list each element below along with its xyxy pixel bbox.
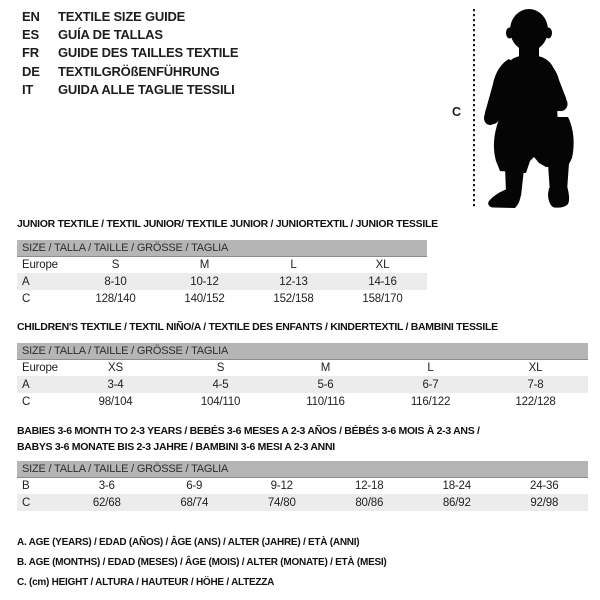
size-cell: 140/152 bbox=[184, 292, 225, 305]
size-cell: 7-8 bbox=[483, 376, 588, 393]
table-row bbox=[17, 359, 588, 376]
size-cell: 74/80 bbox=[238, 494, 326, 511]
language-label: TEXTILE SIZE GUIDE bbox=[58, 8, 186, 24]
size-cell: 5-6 bbox=[273, 376, 378, 393]
table-row bbox=[17, 376, 588, 393]
size-cell: 92/98 bbox=[501, 494, 589, 511]
row-label: C bbox=[22, 292, 31, 305]
row-label: A bbox=[17, 376, 63, 393]
measure-legend bbox=[17, 533, 387, 593]
row-label: Europe bbox=[22, 258, 58, 271]
size-cell: 62/68 bbox=[63, 494, 151, 511]
size-cell: 158/170 bbox=[362, 292, 403, 305]
size-cell: 9-12 bbox=[270, 479, 293, 492]
language-code: IT bbox=[22, 82, 34, 98]
table-row bbox=[17, 393, 588, 410]
size-cell: 14-16 bbox=[338, 273, 427, 290]
size-cell: M bbox=[199, 258, 210, 271]
table-row bbox=[17, 273, 427, 290]
junior-size-table bbox=[17, 240, 427, 307]
children-size-table bbox=[17, 343, 588, 410]
size-cell: 6-7 bbox=[378, 376, 483, 393]
table-row bbox=[17, 477, 588, 494]
table-row bbox=[17, 290, 427, 307]
list-item bbox=[22, 25, 238, 43]
table-header-bar: SIZE / TALLA / TAILLE / GRÖSSE / TAGLIA bbox=[17, 240, 427, 256]
language-code: FR bbox=[22, 45, 39, 61]
language-code: ES bbox=[22, 27, 39, 43]
size-cell: 12-18 bbox=[355, 479, 384, 492]
size-cell: 122/128 bbox=[515, 395, 556, 408]
size-cell: 10-12 bbox=[160, 273, 249, 290]
list-item bbox=[22, 44, 238, 62]
size-cell: 8-10 bbox=[71, 273, 160, 290]
size-cell: 116/122 bbox=[410, 395, 451, 408]
size-cell: 152/158 bbox=[273, 292, 314, 305]
size-cell: 3-6 bbox=[98, 479, 115, 492]
language-title-block bbox=[22, 7, 238, 99]
table-header-row bbox=[17, 343, 588, 359]
babies-size-table bbox=[17, 461, 588, 511]
table-header-bar: SIZE / TALLA / TAILLE / GRÖSSE / TAGLIA bbox=[17, 461, 588, 477]
legend-line-c: C. (cm) HEIGHT / ALTURA / HAUTEUR / HÖHE / ALTEZZA bbox=[17, 577, 275, 588]
babies-table-title-line2: BABYS 3-6 MONATE BIS 2-3 JAHRE / BAMBINI 3-6 MESI A 2-3 ANNI bbox=[17, 441, 335, 453]
language-code: DE bbox=[22, 63, 40, 79]
row-label: Europe bbox=[22, 361, 58, 374]
size-cell: 6-9 bbox=[186, 479, 203, 492]
size-cell: XS bbox=[108, 361, 123, 374]
table-row bbox=[17, 256, 427, 273]
row-label: A bbox=[17, 273, 71, 290]
size-cell: 86/92 bbox=[413, 494, 501, 511]
size-cell: 4-5 bbox=[168, 376, 273, 393]
row-label: C bbox=[22, 395, 31, 408]
babies-table-title-line1: BABIES 3-6 MONTH TO 2-3 YEARS / BEBÉS 3-6 MESES A 2-3 AÑOS / BÉBÉS 3-6 MOIS À 2-3 ANS / bbox=[17, 425, 480, 437]
size-cell: 128/140 bbox=[95, 292, 136, 305]
height-measure-label: C bbox=[452, 105, 462, 119]
size-cell: 98/104 bbox=[98, 395, 133, 408]
table-header-row bbox=[17, 461, 588, 477]
baby-silhouette bbox=[484, 9, 574, 208]
babies-table-title bbox=[17, 423, 480, 455]
table-row bbox=[17, 494, 588, 511]
list-item bbox=[22, 62, 238, 80]
size-cell: S bbox=[216, 361, 225, 374]
size-cell: 110/116 bbox=[306, 395, 345, 408]
size-cell: M bbox=[320, 361, 331, 374]
language-label: GUÍA DE TALLAS bbox=[58, 27, 163, 43]
baby-silhouette-figure bbox=[450, 4, 590, 210]
size-cell: 3-4 bbox=[63, 376, 168, 393]
size-cell: XL bbox=[528, 361, 543, 374]
size-cell: 18-24 bbox=[442, 479, 471, 492]
language-code: EN bbox=[22, 8, 40, 24]
size-cell: S bbox=[111, 258, 120, 271]
legend-line-a: A. AGE (YEARS) / EDAD (AÑOS) / ÂGE (ANS) / ALTER (JAHRE) / ETÀ (ANNI) bbox=[17, 537, 360, 548]
table-header-row bbox=[17, 240, 427, 256]
list-item bbox=[22, 7, 238, 25]
size-cell: L bbox=[290, 258, 297, 271]
language-label: GUIDA ALLE TAGLIE TESSILI bbox=[58, 82, 235, 98]
row-label: C bbox=[17, 494, 63, 511]
size-cell: 12-13 bbox=[249, 273, 338, 290]
size-cell: XL bbox=[375, 258, 390, 271]
size-cell: L bbox=[427, 361, 434, 374]
size-cell: 80/86 bbox=[326, 494, 414, 511]
legend-line-b: B. AGE (MONTHS) / EDAD (MESES) / ÂGE (MOIS) / ALTER (MONATE) / ETÀ (MESI) bbox=[17, 557, 387, 568]
row-label: B bbox=[22, 479, 30, 492]
children-table-title: CHILDREN'S TEXTILE / TEXTIL NIÑO/A / TEXTILE DES ENFANTS / KINDERTEXTIL / BAMBINI TESSILE bbox=[17, 321, 498, 333]
size-cell: 68/74 bbox=[151, 494, 239, 511]
junior-table-title: JUNIOR TEXTILE / TEXTIL JUNIOR/ TEXTILE JUNIOR / JUNIORTEXTIL / JUNIOR TESSILE bbox=[17, 218, 438, 230]
language-label: GUIDE DES TAILLES TEXTILE bbox=[58, 45, 239, 61]
size-cell: 24-36 bbox=[530, 479, 559, 492]
list-item bbox=[22, 81, 238, 99]
size-cell: 104/110 bbox=[200, 395, 241, 408]
language-label: TEXTILGRÖßENFÜHRUNG bbox=[58, 63, 220, 79]
table-header-bar: SIZE / TALLA / TAILLE / GRÖSSE / TAGLIA bbox=[17, 343, 588, 359]
